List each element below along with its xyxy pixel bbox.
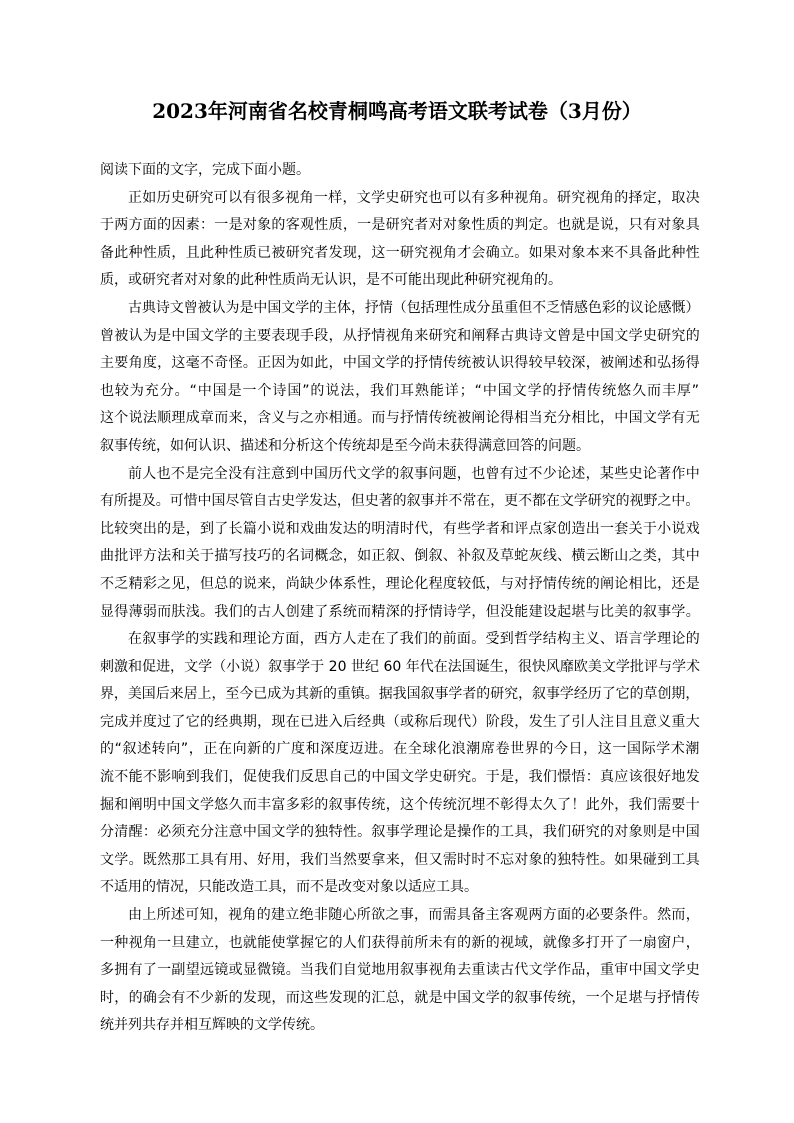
instruction-line: 阅读下面的文字，完成下面小题。	[100, 162, 310, 178]
text-line: 正如历史研究可以有很多视角一样，文学史研究也可以有多种视角。研究视角的择定，取决	[128, 189, 700, 206]
text-line: 刺激和促进，文学（小说）叙事学于 20 世纪 60 年代在法国诞生，很快风靡欧美文学批评与学术	[100, 658, 700, 675]
text-line: 分清醒：必须充分注意中国文学的独特性。叙事学理论是操作的工具，我们研究的对象则是中国	[100, 824, 700, 841]
text-line: 流不能不影响到我们，促使我们反思自己的中国文学史研究。于是，我们憬悟：真应该很好地发	[100, 769, 700, 786]
text-line: 于两方面的因素：一是对象的客观性质，一是研究者对对象性质的判定。也就是说，只有对象具	[100, 217, 700, 234]
text-line: 统并列共存并相互辉映的文学传统。	[100, 1017, 324, 1034]
text-line: 也较为充分。“中国是一个诗国”的说法，我们耳熟能详；“中国文学的抒情传统悠久而丰厚”	[100, 382, 700, 399]
text-line: 备此种性质，且此种性质已被研究者发现，这一研究视角才会确立。如果对象本来不具备此种性	[100, 244, 700, 261]
paragraph-3	[100, 461, 700, 627]
text-line: 比较突出的是，到了长篇小说和戏曲发达的明清时代，有些学者和评点家创造出一套关于小说戏	[100, 520, 700, 537]
text-line: 前人也不是完全没有注意到中国历代文学的叙事问题，也曾有过不少论述，某些史论著作中	[128, 465, 700, 482]
text-line: 由上所述可知，视角的建立绝非随心所欲之事，而需具备主客观两方面的必要条件。然而，	[128, 907, 700, 924]
text-line: 掘和阐明中国文学悠久而丰富多彩的叙事传统，这个传统沉埋不彰得太久了！此外，我们需要十	[100, 796, 700, 813]
text-line: 显得薄弱而肤浅。我们的古人创建了系统而精深的抒情诗学，但没能建设起堪与比美的叙事学。	[100, 603, 700, 620]
text-line: 不乏精彩之见，但总的说来，尚缺少体系性，理论化程度较低，与对抒情传统的阐论相比，还是	[100, 575, 700, 592]
page-title: 2023年河南省名校青桐鸣高考语文联考试卷（3月份）	[152, 99, 642, 123]
paragraph-5	[100, 902, 700, 1040]
text-line: 界，美国后来居上，至今已成为其新的重镇。据我国叙事学者的研究，叙事学经历了它的草创期，	[100, 686, 700, 703]
text-line: 文学。既然那工具有用、好用，我们当然要拿来，但又需时时不忘对象的独特性。如果碰到工具	[100, 851, 700, 868]
paragraph-4	[100, 626, 700, 902]
reading-passage	[100, 157, 700, 1040]
text-line: 一种视角一旦建立，也就能使掌握它的人们获得前所未有的新的视域，就像多打开了一扇窗户，	[100, 934, 700, 951]
text-line: 曾被认为是中国文学的主要表现手段，从抒情视角来研究和阐释古典诗文曾是中国文学史研究的	[100, 327, 700, 344]
paragraph-1	[100, 185, 700, 295]
text-line: 不适用的情况，只能改造工具，而不是改变对象以适应工具。	[100, 879, 478, 896]
text-line: 曲批评方法和关于描写技巧的名词概念，如正叙、倒叙、补叙及草蛇灰线、横云断山之类，其中	[100, 548, 700, 565]
text-line: 在叙事学的实践和理论方面，西方人走在了我们的前面。受到哲学结构主义、语言学理论的	[128, 631, 700, 648]
text-line: 完成并度过了它的经典期，现在已进入后经典（或称后现代）阶段，发生了引人注目且意义重大	[100, 713, 700, 730]
text-line: 有所提及。可惜中国尽管自古史学发达，但史著的叙事并不常在，更不都在文学研究的视野之中。	[100, 493, 700, 510]
text-line: 这个说法顺理成章而来，含义与之亦相通。而与抒情传统被阐论得相当充分相比，中国文学有无	[100, 410, 700, 427]
text-line: 质，或研究者对对象的此种性质尚无认识，是不可能出现此种研究视角的。	[100, 272, 562, 289]
text-line: 主要角度，这毫不奇怪。正因为如此，中国文学的抒情传统被认识得较早较深，被阐述和弘扬得	[100, 355, 700, 372]
text-line: 多拥有了一副望远镜或显微镜。当我们自觉地用叙事视角去重读古代文学作品，重审中国文学史	[100, 962, 700, 979]
text-line: 的“叙述转向”，正在向新的广度和深度迈进。在全球化浪潮席卷世界的今日，这一国际学术潮	[100, 741, 700, 758]
instruction-text	[100, 157, 700, 185]
paragraph-2	[100, 295, 700, 461]
text-line: 叙事传统，如何认识、描述和分析这个传统却是至今尚未获得满意回答的问题。	[100, 437, 590, 454]
text-line: 古典诗文曾被认为是中国文学的主体，抒情（包括理性成分虽重但不乏情感色彩的议论感慨）	[128, 299, 700, 316]
text-line: 时，的确会有不少新的发现，而这些发现的汇总，就是中国文学的叙事传统，一个足堪与抒情传	[100, 989, 700, 1006]
